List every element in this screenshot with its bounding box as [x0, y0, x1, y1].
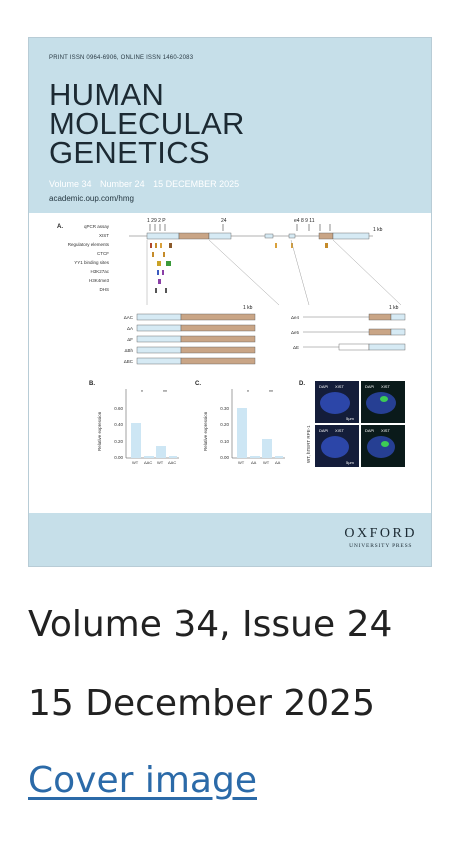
- journal-title: [49, 77, 369, 170]
- b-sig: [141, 390, 167, 396]
- panel-a-label: A.: [57, 224, 63, 230]
- qpcr-numbers: 1 29 2 P: [147, 218, 166, 224]
- svg-text:0.20: 0.20: [220, 422, 229, 427]
- svg-text:DAPI: DAPI: [365, 428, 375, 433]
- svg-text:H3K4me3: H3K4me3: [88, 278, 109, 283]
- axis-label-b: Relative expression: [97, 411, 102, 451]
- svg-text:H3K27ac: H3K27ac: [90, 269, 109, 274]
- track-labels: [68, 224, 110, 292]
- svg-text:ΔF: ΔF: [127, 337, 133, 342]
- c-sig: [247, 390, 273, 396]
- svg-text:YY1 binding sites: YY1 binding sites: [74, 260, 109, 265]
- svg-text:0.20: 0.20: [114, 439, 123, 444]
- c-x-labels: [238, 460, 281, 465]
- svg-text:ΔBC: ΔBC: [123, 359, 133, 364]
- svg-text:5μm: 5μm: [346, 460, 354, 465]
- svg-text:*: *: [141, 390, 143, 396]
- volume-issue: Volume 34, Issue 24: [28, 604, 393, 645]
- qpcr-24: 24: [221, 218, 227, 224]
- svg-text:**: **: [163, 390, 167, 396]
- svg-text:WT: WT: [157, 460, 164, 465]
- volume-line: [49, 179, 245, 189]
- b-ticks: [114, 406, 123, 460]
- svg-text:ΔAC: ΔAC: [168, 460, 177, 465]
- title-line-2: MOLECULAR: [49, 106, 245, 141]
- cover-date: 15 DECEMBER 2025: [153, 179, 240, 189]
- cover-image-link[interactable]: Cover image: [28, 760, 257, 801]
- cover-figure: [29, 213, 431, 513]
- svg-text:WT: WT: [263, 460, 270, 465]
- svg-text:0.30: 0.30: [220, 406, 229, 411]
- svg-text:CTCF: CTCF: [97, 251, 109, 256]
- scale-left: 1 kb: [243, 305, 253, 311]
- svg-text:*: *: [247, 390, 249, 396]
- cell-label: WT, hTERT RPE-1: [306, 425, 311, 463]
- issue-date: 15 December 2025: [28, 683, 375, 724]
- svg-text:DAPI: DAPI: [319, 384, 329, 389]
- cover-number: Number 24: [100, 179, 145, 189]
- svg-text:ΔA: ΔA: [275, 460, 281, 465]
- svg-text:XIST: XIST: [98, 233, 109, 238]
- svg-text:ΔAC: ΔAC: [144, 460, 153, 465]
- journal-cover[interactable]: [28, 37, 432, 567]
- b-x-labels: [132, 460, 176, 465]
- svg-text:DAPI: DAPI: [365, 384, 375, 389]
- publisher-logo: [344, 526, 417, 549]
- svg-text:WT: WT: [238, 460, 245, 465]
- svg-text:XIST: XIST: [335, 428, 344, 433]
- svg-text:DHS: DHS: [99, 287, 109, 292]
- figure-graphic: [29, 213, 431, 513]
- scale-top: 1 kb: [373, 227, 383, 233]
- axis-label-c: Relative expression: [203, 411, 208, 451]
- deletions-right: [291, 315, 300, 350]
- svg-text:XIST: XIST: [381, 428, 390, 433]
- panel-c-label: C.: [195, 381, 201, 387]
- svg-text:0.10: 0.10: [220, 439, 229, 444]
- deletions-left: [124, 315, 134, 364]
- svg-text:qPCR assay: qPCR assay: [83, 224, 109, 229]
- scale-right: 1 kb: [389, 305, 399, 311]
- title-line-1: HUMAN: [49, 77, 165, 112]
- c-ticks: [220, 406, 229, 460]
- svg-text:XIST: XIST: [381, 384, 390, 389]
- svg-text:5μm: 5μm: [346, 416, 354, 421]
- svg-text:DAPI: DAPI: [319, 428, 329, 433]
- svg-text:Δe5: Δe5: [290, 330, 299, 335]
- publisher-subtitle: UNIVERSITY PRESS: [349, 543, 413, 549]
- svg-text:WT: WT: [132, 460, 139, 465]
- svg-text:**: **: [269, 390, 273, 396]
- svg-text:0.40: 0.40: [114, 422, 123, 427]
- svg-text:ΔBh: ΔBh: [124, 348, 133, 353]
- svg-text:ΔA: ΔA: [251, 460, 257, 465]
- svg-text:XIST: XIST: [335, 384, 344, 389]
- svg-text:ΔE: ΔE: [292, 345, 299, 350]
- svg-text:Regulatory elements: Regulatory elements: [67, 242, 109, 247]
- qpcr-right: e4 8 9 11: [294, 218, 315, 224]
- svg-text:0.00: 0.00: [220, 455, 229, 460]
- journal-url: academic.oup.com/hmg: [49, 194, 134, 203]
- panel-d-label: D.: [299, 381, 305, 387]
- svg-text:Δe4: Δe4: [290, 315, 299, 320]
- publisher-name: OXFORD: [344, 526, 417, 541]
- cover-volume: Volume 34: [49, 179, 92, 189]
- svg-text:ΔA: ΔA: [126, 326, 133, 331]
- svg-text:0.00: 0.00: [114, 455, 123, 460]
- panel-b-label: B.: [89, 381, 95, 387]
- svg-text:ΔAC: ΔAC: [123, 315, 133, 320]
- issn-line: PRINT ISSN 0964-6906, ONLINE ISSN 1460-2083: [49, 55, 194, 61]
- svg-text:0.60: 0.60: [114, 406, 123, 411]
- title-line-3: GENETICS: [49, 135, 210, 170]
